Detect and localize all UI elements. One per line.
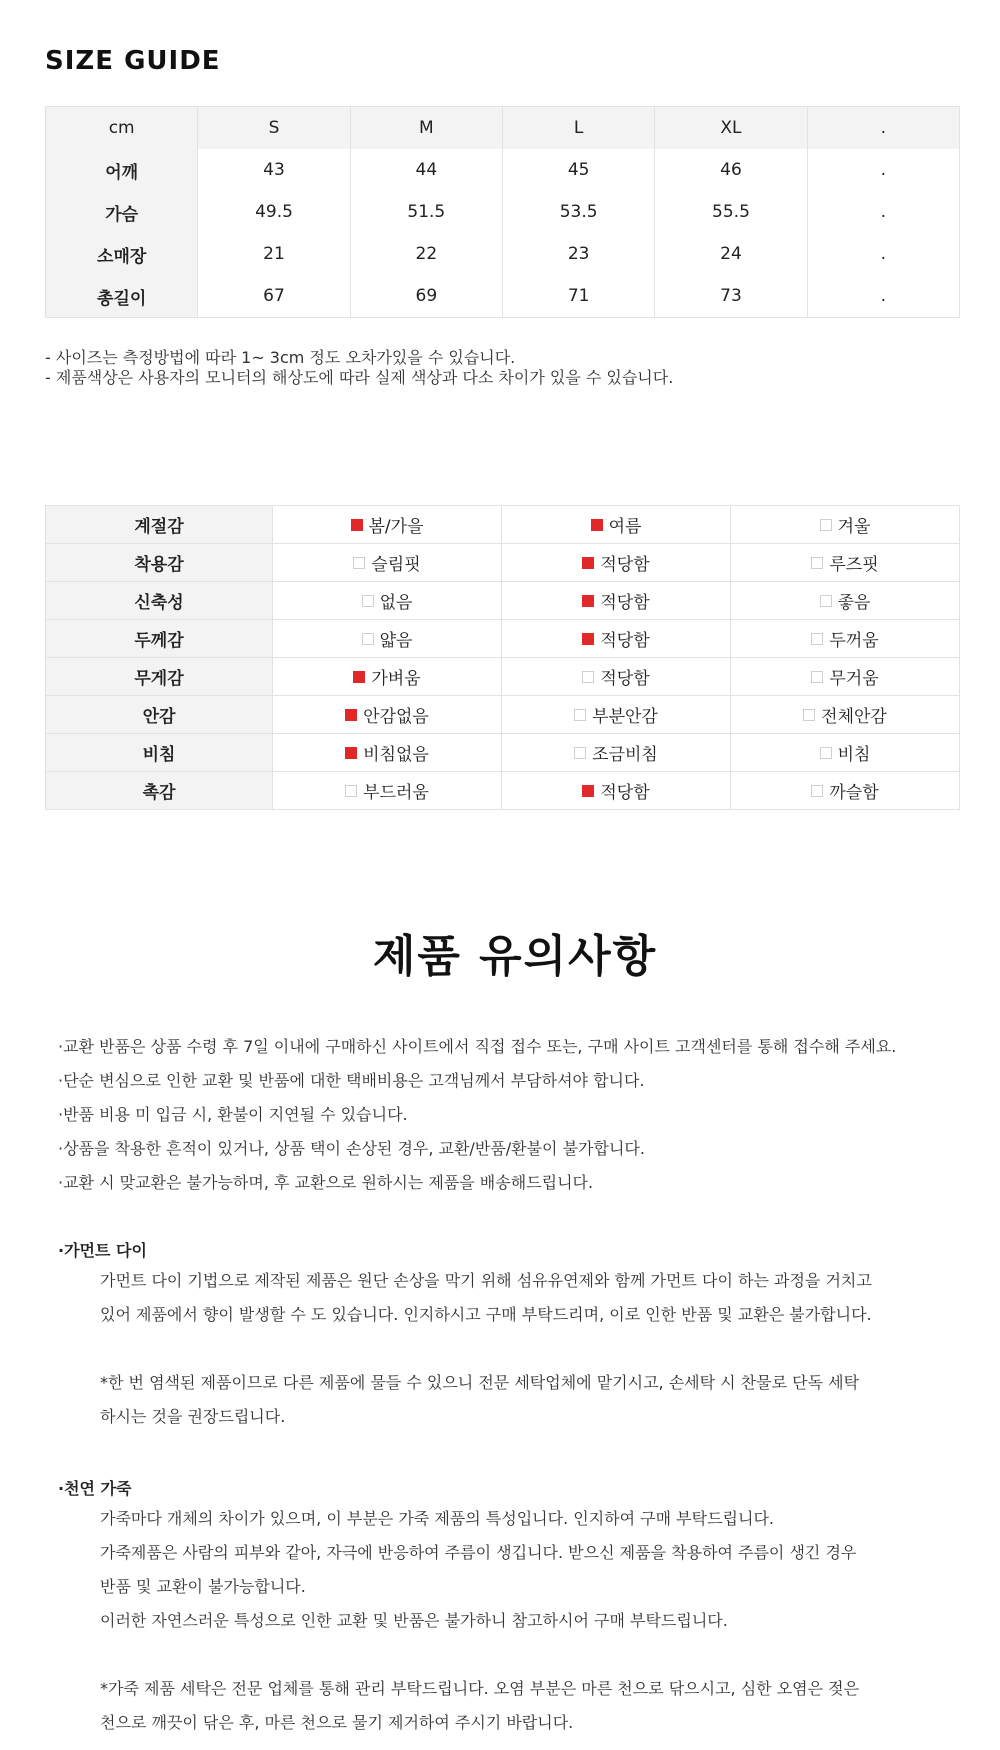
fit-option-label: 적당함 <box>600 593 650 613</box>
unchecked-box-icon <box>811 557 823 569</box>
fit-attribute-label: 비침 <box>46 734 273 772</box>
size-cell: 69 <box>350 275 502 318</box>
fit-row <box>46 658 960 696</box>
fit-option <box>273 506 502 544</box>
fit-option-label: 안감없음 <box>363 707 429 727</box>
fit-option <box>502 734 731 772</box>
fit-option-label: 얇음 <box>379 631 413 651</box>
size-cell: 55.5 <box>655 191 807 233</box>
fit-option <box>731 582 960 620</box>
size-table-row <box>46 149 960 191</box>
fit-row <box>46 696 960 734</box>
fit-option-label: 여름 <box>608 517 642 537</box>
size-row-label: 어깨 <box>46 149 198 191</box>
fit-info-body <box>46 506 960 810</box>
fit-option-label: 적당함 <box>600 555 650 575</box>
garment-dye-line: 가먼트 다이 기법으로 제작된 제품은 원단 손상을 막기 위해 섬유유연제와 함께 가먼트 다이 하는 과정을 거치고 <box>100 1271 872 1290</box>
size-cell: . <box>807 233 959 275</box>
fit-row <box>46 544 960 582</box>
unchecked-box-icon <box>811 671 823 683</box>
fit-option <box>731 506 960 544</box>
fit-row <box>46 620 960 658</box>
fit-option-label: 봄/가을 <box>368 517 424 537</box>
size-cell: 24 <box>655 233 807 275</box>
fit-option-label: 좋음 <box>837 593 871 613</box>
unchecked-box-icon <box>820 747 832 759</box>
unchecked-box-icon <box>582 671 594 683</box>
fit-option-content <box>820 512 871 537</box>
size-note: - 사이즈는 측정방법에 따라 1~ 3cm 정도 오차가있을 수 있습니다. <box>45 348 516 367</box>
fit-option-label: 겨울 <box>837 517 871 537</box>
size-cell: 43 <box>198 149 350 191</box>
size-cell: . <box>807 191 959 233</box>
fit-option-label: 슬림핏 <box>371 555 421 575</box>
fit-option <box>502 772 731 810</box>
size-cell: 45 <box>502 149 654 191</box>
size-table <box>45 106 960 318</box>
leather-line: 가죽제품은 사람의 피부와 같아, 자극에 반응하여 주름이 생깁니다. 받으신 제품을 착용하여 주름이 생긴 경우 <box>100 1543 857 1562</box>
checked-box-icon <box>351 519 363 531</box>
notice-item: ·교환 반품은 상품 수령 후 7일 이내에 구매하신 사이트에서 직접 접수 또는, 구매 사이트 고객센터를 통해 접수해 주세요. <box>58 1037 897 1056</box>
fit-option <box>502 620 731 658</box>
fit-option-content <box>353 550 420 575</box>
size-cell: 22 <box>350 233 502 275</box>
fit-option <box>731 658 960 696</box>
fit-option-label: 비침 <box>837 745 871 765</box>
fit-option-label: 루즈핏 <box>829 555 879 575</box>
fit-option <box>273 658 502 696</box>
notice-list <box>58 1030 896 1200</box>
checked-box-icon <box>591 519 603 531</box>
fit-option-content <box>362 626 413 651</box>
fit-option <box>502 696 731 734</box>
fit-option-content <box>345 702 429 727</box>
fit-option-label: 조금비침 <box>592 745 658 765</box>
fit-option-content <box>574 702 658 727</box>
fit-option-content <box>582 778 649 803</box>
fit-option-label: 적당함 <box>600 631 650 651</box>
fit-option-label: 적당함 <box>600 669 650 689</box>
fit-option <box>502 544 731 582</box>
unchecked-box-icon <box>803 709 815 721</box>
fit-option <box>273 772 502 810</box>
fit-option-label: 가벼움 <box>371 669 421 689</box>
fit-option-label: 비침없음 <box>363 745 429 765</box>
checked-box-icon <box>345 709 357 721</box>
size-row-label: 총길이 <box>46 275 198 318</box>
unchecked-box-icon <box>353 557 365 569</box>
leather-line: 반품 및 교환이 불가능합니다. <box>100 1577 306 1596</box>
fit-option-label: 적당함 <box>600 783 650 803</box>
fit-row <box>46 772 960 810</box>
size-notes <box>45 348 673 388</box>
leather-body <box>100 1502 856 1638</box>
fit-info-table <box>45 505 960 810</box>
notice-title: 제품 유의사항 <box>372 931 658 982</box>
size-cell: . <box>807 149 959 191</box>
size-header-cell: cm <box>46 107 198 150</box>
fit-option-content <box>811 550 878 575</box>
checked-box-icon <box>345 747 357 759</box>
fit-option-content <box>820 740 871 765</box>
fit-option <box>731 734 960 772</box>
checked-box-icon <box>582 785 594 797</box>
unchecked-box-icon <box>345 785 357 797</box>
fit-option-content <box>351 512 424 537</box>
fit-option-label: 전체안감 <box>821 707 887 727</box>
notice-item: ·단순 변심으로 인한 교환 및 반품에 대한 택배비용은 고객님께서 부담하셔야 합니다. <box>58 1071 645 1090</box>
size-table-row <box>46 191 960 233</box>
fit-attribute-label: 신축성 <box>46 582 273 620</box>
size-cell: 21 <box>198 233 350 275</box>
garment-dye-note-line: 하시는 것을 권장드립니다. <box>100 1407 286 1426</box>
fit-attribute-label: 계절감 <box>46 506 273 544</box>
size-cell: 51.5 <box>350 191 502 233</box>
checked-box-icon <box>353 671 365 683</box>
fit-option-label: 무거움 <box>829 669 879 689</box>
fit-option <box>502 506 731 544</box>
fit-attribute-label: 촉감 <box>46 772 273 810</box>
size-cell: 67 <box>198 275 350 318</box>
leather-care-note <box>100 1672 859 1740</box>
size-guide-title: SIZE GUIDE <box>45 46 221 76</box>
unchecked-box-icon <box>362 633 374 645</box>
fit-attribute-label: 착용감 <box>46 544 273 582</box>
fit-option-content <box>811 626 878 651</box>
fit-row <box>46 506 960 544</box>
unchecked-box-icon <box>820 519 832 531</box>
fit-option <box>273 544 502 582</box>
fit-option-content <box>582 664 649 689</box>
fit-option-label: 없음 <box>379 593 413 613</box>
notice-item: ·상품을 착용한 흔적이 있거나, 상품 택이 손상된 경우, 교환/반품/환불이 불가합니다. <box>58 1139 645 1158</box>
fit-option-label: 두꺼움 <box>829 631 879 651</box>
fit-option-content <box>574 740 658 765</box>
leather-line: 가죽마다 개체의 차이가 있으며, 이 부분은 가죽 제품의 특성입니다. 인지하여 구매 부탁드립니다. <box>100 1509 774 1528</box>
size-cell: 44 <box>350 149 502 191</box>
fit-option-content <box>811 778 878 803</box>
fit-option <box>502 582 731 620</box>
fit-option <box>273 696 502 734</box>
fit-option-label: 부분안감 <box>592 707 658 727</box>
fit-option-content <box>591 512 642 537</box>
checked-box-icon <box>582 633 594 645</box>
size-cell: 49.5 <box>198 191 350 233</box>
unchecked-box-icon <box>574 709 586 721</box>
fit-option-content <box>345 778 429 803</box>
garment-dye-care-note <box>100 1366 859 1434</box>
garment-dye-line: 있어 제품에서 향이 발생할 수 도 있습니다. 인지하시고 구매 부탁드리며, 이로 인한 반품 및 교환은 불가합니다. <box>100 1305 872 1324</box>
leather-note-line: 천으로 깨끗이 닦은 후, 마른 천으로 물기 제거하여 주시기 바랍니다. <box>100 1713 574 1732</box>
leather-note-line: *가죽 제품 세탁은 전문 업체를 통해 관리 부탁드립니다. 오염 부분은 마른 천으로 닦으시고, 심한 오염은 젖은 <box>100 1679 860 1698</box>
size-cell: . <box>807 275 959 318</box>
garment-dye-body <box>100 1264 872 1332</box>
fit-attribute-label: 두께감 <box>46 620 273 658</box>
unchecked-box-icon <box>362 595 374 607</box>
size-cell: 53.5 <box>502 191 654 233</box>
fit-row <box>46 734 960 772</box>
fit-attribute-label: 안감 <box>46 696 273 734</box>
size-header-cell: S <box>198 107 350 150</box>
fit-option-content <box>345 740 429 765</box>
size-row-label: 소매장 <box>46 233 198 275</box>
fit-option <box>731 772 960 810</box>
size-header-cell: M <box>350 107 502 150</box>
unchecked-box-icon <box>574 747 586 759</box>
fit-option-content <box>582 588 649 613</box>
fit-option <box>731 696 960 734</box>
size-row-label: 가슴 <box>46 191 198 233</box>
size-cell: 71 <box>502 275 654 318</box>
garment-dye-title: ·가먼트 다이 <box>58 1241 147 1260</box>
fit-option-label: 부드러움 <box>363 783 429 803</box>
leather-line: 이러한 자연스러운 특성으로 인한 교환 및 반품은 불가하니 참고하시어 구매 부탁드립니다. <box>100 1611 728 1630</box>
size-header-cell: XL <box>655 107 807 150</box>
fit-option-content <box>820 588 871 613</box>
fit-row <box>46 582 960 620</box>
size-cell: 23 <box>502 233 654 275</box>
size-table-row <box>46 233 960 275</box>
fit-option <box>731 620 960 658</box>
checked-box-icon <box>582 595 594 607</box>
fit-attribute-label: 무게감 <box>46 658 273 696</box>
size-header-cell: L <box>502 107 654 150</box>
garment-dye-note-line: *한 번 염색된 제품이므로 다른 제품에 물들 수 있으니 전문 세탁업체에 맡기시고, 손세탁 시 찬물로 단독 세탁 <box>100 1373 860 1392</box>
notice-item: ·교환 시 맞교환은 불가능하며, 후 교환으로 원하시는 제품을 배송해드립니다. <box>58 1173 594 1192</box>
fit-option-content <box>811 664 878 689</box>
notice-item: ·반품 비용 미 입금 시, 환불이 지연될 수 있습니다. <box>58 1105 408 1124</box>
fit-option <box>502 658 731 696</box>
fit-option <box>273 734 502 772</box>
size-header-cell: . <box>807 107 959 150</box>
fit-option-content <box>353 664 420 689</box>
fit-option-content <box>582 626 649 651</box>
size-note: - 제품색상은 사용자의 모니터의 해상도에 따라 실제 색상과 다소 차이가 있을 수 있습니다. <box>45 368 674 387</box>
unchecked-box-icon <box>811 785 823 797</box>
fit-option <box>731 544 960 582</box>
size-table-row <box>46 275 960 318</box>
checked-box-icon <box>582 557 594 569</box>
unchecked-box-icon <box>811 633 823 645</box>
unchecked-box-icon <box>820 595 832 607</box>
fit-option-content <box>803 702 887 727</box>
leather-title: ·천연 가죽 <box>58 1479 132 1498</box>
size-cell: 73 <box>655 275 807 318</box>
fit-option <box>273 582 502 620</box>
size-cell: 46 <box>655 149 807 191</box>
size-table-header-row <box>46 107 960 150</box>
fit-option <box>273 620 502 658</box>
fit-option-content <box>362 588 413 613</box>
fit-option-content <box>582 550 649 575</box>
fit-option-label: 까슬함 <box>829 783 879 803</box>
